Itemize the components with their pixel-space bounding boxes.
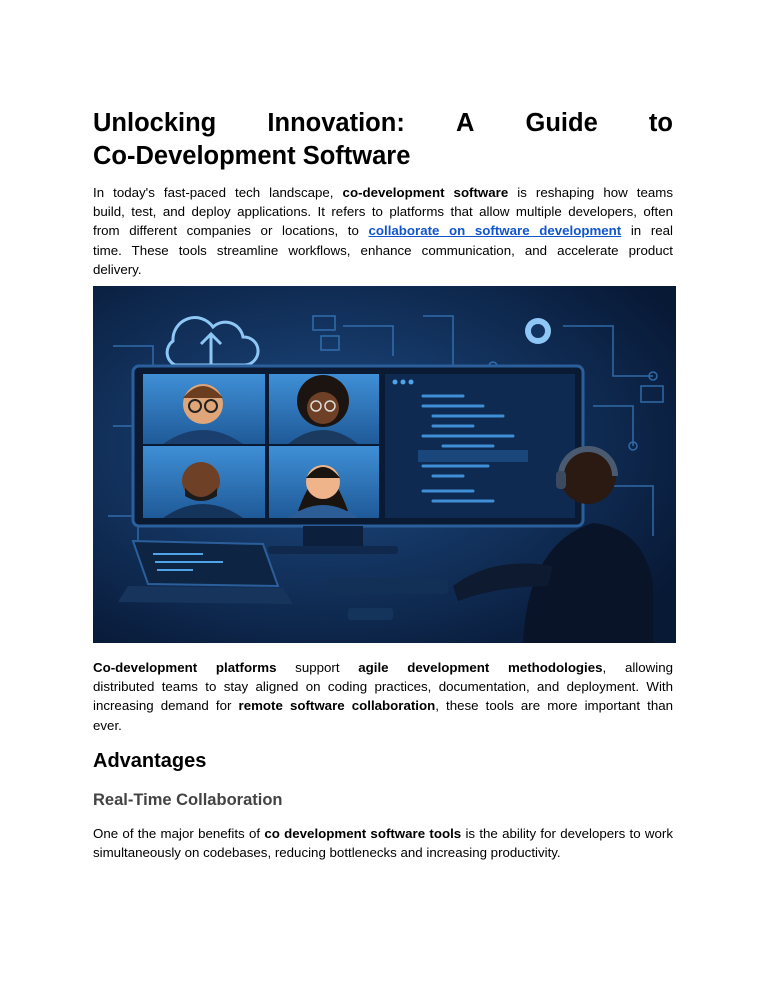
platforms-line-1 (93, 658, 673, 677)
intro-line-1 (93, 183, 673, 202)
collaborate-link[interactable]: collaborate on software development (368, 223, 622, 239)
platforms-line-4: ever. (93, 717, 122, 733)
text: increasing demand for (93, 698, 239, 714)
bold-text: agile development methodologies (358, 660, 603, 675)
title-word: A (455, 109, 475, 137)
page-title (93, 107, 673, 173)
title-word: Unlocking (93, 109, 217, 137)
bold-text: Co-development platforms (93, 660, 277, 675)
intro-paragraph (93, 183, 673, 279)
bold-text: co development software tools (264, 826, 462, 841)
keyboard (328, 578, 448, 594)
text: from different companies or locations, to (93, 223, 369, 239)
text: , allowing (602, 660, 673, 675)
text: is the ability for developers to work simultaneously on codebases, reducing bottlenecks and increasing productivity. (93, 826, 673, 861)
collaboration-illustration (93, 286, 676, 643)
title-word: Guide (525, 109, 598, 137)
intro-line-2: build, test, and deploy applications. It refers to platforms that allow multiple developers, often (93, 204, 673, 220)
platforms-line-3 (93, 696, 673, 715)
bold-text: co-development software (342, 185, 509, 200)
text: in real (621, 223, 673, 239)
github-icon (525, 318, 551, 344)
intro-line-5: delivery. (93, 261, 142, 277)
title-word: to (648, 109, 673, 137)
platforms-paragraph (93, 658, 673, 735)
advantages-heading: Advantages (93, 750, 207, 772)
text: support (276, 660, 359, 675)
phone (348, 608, 393, 620)
intro-line-3 (93, 221, 673, 240)
text: One of the major benefits of (93, 826, 265, 841)
title-line-1 (93, 107, 673, 140)
text: , these tools are more important than (435, 698, 674, 714)
code-editor-panel (385, 374, 575, 518)
bold-text: remote software collaboration (238, 698, 436, 714)
intro-line-4: time. These tools streamline workflows, enhance communication, and accelerate product (93, 242, 673, 258)
realtime-heading: Real-Time Collaboration (93, 791, 283, 809)
title-word: Innovation: (267, 109, 405, 137)
platforms-line-2: distributed teams to stay aligned on coding practices, documentation, and deployment. With (93, 679, 673, 695)
text: is reshaping how teams (508, 185, 673, 200)
video-call-grid (143, 374, 379, 518)
title-line-2: Co-Development Software (93, 142, 411, 170)
illustration-image (93, 286, 676, 643)
text: In today's fast-paced tech landscape, (93, 185, 343, 200)
realtime-paragraph (93, 824, 673, 862)
